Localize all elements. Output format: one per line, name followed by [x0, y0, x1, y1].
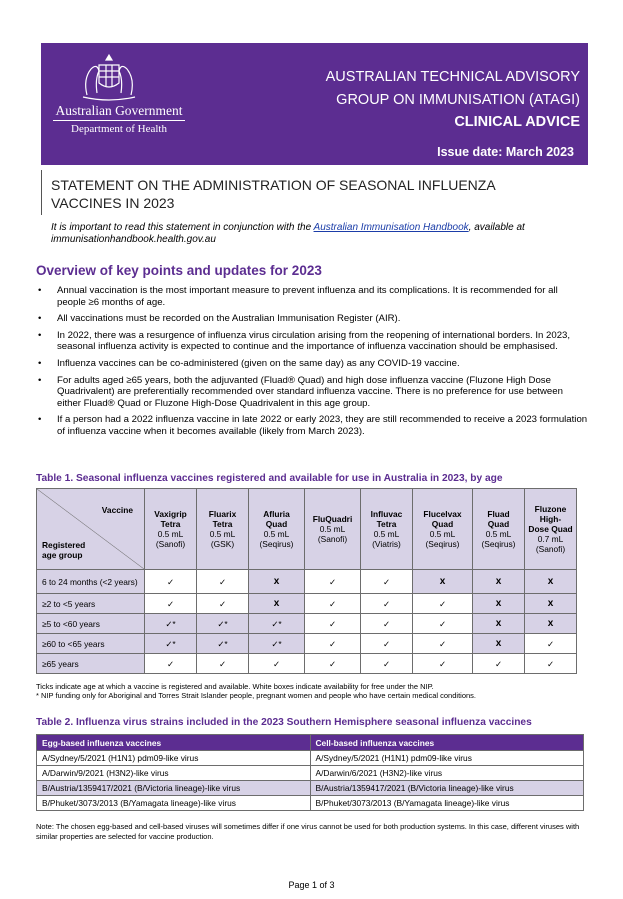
cross-icon: x	[547, 618, 554, 629]
check-icon: ✓	[494, 658, 503, 669]
egg-strain: B/Austria/1359417/2021 (B/Victoria lineage)-like virus	[37, 781, 311, 796]
vaccine-header: Fluad Quad 0.5 mL (Seqirus)	[473, 489, 525, 570]
cross-icon: x	[495, 576, 502, 587]
check-icon: ✓	[382, 658, 391, 669]
title-line-2: VACCINES IN 2023	[51, 195, 175, 211]
availability-cell	[361, 614, 413, 634]
availability-cell	[525, 654, 577, 674]
coat-of-arms-icon	[75, 51, 143, 105]
availability-cell	[249, 654, 305, 674]
availability-cell	[525, 570, 577, 594]
availability-cell	[361, 594, 413, 614]
check-icon: ✓*	[165, 638, 176, 649]
vaccine-header: Influvac Tetra 0.5 mL (Viatris)	[361, 489, 413, 570]
availability-cell	[361, 654, 413, 674]
egg-strain: A/Sydney/5/2021 (H1N1) pdm09-like virus	[37, 751, 311, 766]
age-group-cell: ≥5 to <60 years	[37, 614, 145, 634]
check-icon: ✓	[382, 598, 391, 609]
availability-cell	[305, 654, 361, 674]
vaccine-header: Fluzone High- Dose Quad 0.7 mL (Sanofi)	[525, 489, 577, 570]
vaccine-header: Fluarix Tetra 0.5 mL (GSK)	[197, 489, 249, 570]
table1-notes	[36, 682, 476, 700]
page-number: Page 1 of 3	[288, 880, 335, 890]
check-icon: ✓	[546, 658, 555, 669]
vaccine-table	[36, 488, 577, 674]
availability-cell	[413, 614, 473, 634]
list-item: • All vaccinations must be recorded on the Australian Immunisation Register (AIR).	[36, 313, 588, 325]
check-icon: ✓	[382, 638, 391, 649]
check-icon: ✓	[438, 618, 447, 629]
list-item: • Influenza vaccines can be co-administered (given on the same day) as any COVID-19 vaccine.	[36, 358, 588, 370]
availability-cell	[305, 594, 361, 614]
availability-cell	[361, 634, 413, 654]
check-icon: ✓	[546, 638, 555, 649]
check-icon: ✓	[166, 576, 175, 587]
check-icon: ✓*	[271, 638, 282, 649]
list-item: • If a person had a 2022 influenza vaccine in late 2022 or early 2023, they are still recommended to receive a 2023 formulation of influenza vaccine when it becomes available (likely from March 2023).	[36, 414, 588, 437]
cell-strain: B/Austria/1359417/2021 (B/Victoria lineage)-like virus	[310, 781, 584, 796]
age-group-cell: 6 to 24 months (<2 years)	[37, 570, 145, 594]
clinical-advice-label: CLINICAL ADVICE	[454, 114, 580, 130]
table2-note: Note: The chosen egg-based and cell-based viruses will sometimes differ if one virus cannot be used for both production systems. In this case, different viruses with similar properties are selected for vaccine production.	[36, 822, 580, 841]
intro-text-end: , available at immunisationhandbook.health.gov.au	[51, 222, 525, 245]
cross-icon: x	[495, 598, 502, 609]
cell-strain: A/Darwin/6/2021 (H3N2)-like virus	[310, 766, 584, 781]
cross-icon: x	[273, 576, 280, 587]
availability-cell	[249, 594, 305, 614]
table1-footnote: * NIP funding only for Aboriginal and Torres Strait Islander people, pregnant women and people who have certain medical conditions.	[36, 691, 476, 700]
availability-cell	[197, 570, 249, 594]
availability-cell	[413, 654, 473, 674]
check-icon: ✓	[328, 638, 337, 649]
availability-cell	[249, 570, 305, 594]
table-row	[37, 751, 584, 766]
check-icon: ✓*	[165, 618, 176, 629]
header-banner	[41, 43, 588, 165]
age-group-cell: ≥65 years	[37, 654, 145, 674]
availability-cell	[305, 614, 361, 634]
availability-cell	[473, 634, 525, 654]
availability-cell	[473, 654, 525, 674]
egg-strain: A/Darwin/9/2021 (H3N2)-like virus	[37, 766, 311, 781]
check-icon: ✓	[438, 598, 447, 609]
cross-icon: x	[439, 576, 446, 587]
list-item: • For adults aged ≥65 years, both the adjuvanted (Fluad® Quad) and high dose influenza vaccine (Fluzone High Dose Quadrivalent) are preferentially recommended over standard influenza vaccine. There is no preference for use between either Fluad® Quad or Fluzone High-Dose Quadrivalent in this age group.	[36, 375, 588, 410]
check-icon: ✓	[166, 658, 175, 669]
table-row	[37, 634, 577, 654]
table-row	[37, 570, 577, 594]
check-icon: ✓	[438, 658, 447, 669]
key-points-list	[36, 285, 588, 443]
list-item: • Annual vaccination is the most important measure to prevent influenza and its complications. It is recommended for all people ≥6 months of age.	[36, 285, 588, 308]
egg-strain: B/Phuket/3073/2013 (B/Yamagata lineage)-like virus	[37, 796, 311, 811]
availability-cell	[413, 594, 473, 614]
atagi-title	[326, 66, 580, 112]
table-corner-header	[37, 489, 145, 570]
cell-strain: A/Sydney/5/2021 (H1N1) pdm09-like virus	[310, 751, 584, 766]
corner-vaccine-label: Vaccine	[101, 505, 133, 515]
check-icon: ✓	[272, 658, 281, 669]
availability-cell	[305, 634, 361, 654]
government-name: Australian Government	[55, 103, 183, 118]
check-icon: ✓	[218, 598, 227, 609]
intro-note	[51, 222, 591, 246]
list-item: • In 2022, there was a resurgence of influenza virus circulation arising from the reopening of international borders. In 2023, seasonal influenza activity is expected to continue and the importance of influenza vaccination should be emphasised.	[36, 330, 588, 353]
intro-text: It is important to read this statement in conjunction with the	[51, 222, 314, 233]
check-icon: ✓	[218, 576, 227, 587]
check-icon: ✓	[218, 658, 227, 669]
cross-icon: x	[273, 598, 280, 609]
table1-caption: Table 1. Seasonal influenza vaccines registered and available for use in Australia in 2023, by age	[36, 473, 503, 484]
availability-cell	[525, 634, 577, 654]
check-icon: ✓*	[217, 618, 228, 629]
check-icon: ✓	[382, 618, 391, 629]
availability-cell	[473, 594, 525, 614]
availability-cell	[473, 570, 525, 594]
availability-cell	[413, 634, 473, 654]
availability-cell	[305, 570, 361, 594]
availability-cell	[249, 614, 305, 634]
age-group-cell: ≥2 to <5 years	[37, 594, 145, 614]
availability-cell	[361, 570, 413, 594]
table-row	[37, 781, 584, 796]
atagi-line-1: AUSTRALIAN TECHNICAL ADVISORY	[325, 69, 580, 85]
availability-cell	[249, 634, 305, 654]
availability-cell	[525, 594, 577, 614]
availability-cell	[197, 594, 249, 614]
check-icon: ✓	[328, 576, 337, 587]
age-group-cell: ≥60 to <65 years	[37, 634, 145, 654]
strains-table	[36, 734, 584, 811]
table1-note: Ticks indicate age at which a vaccine is registered and available. White boxes indicate availability for free under the NIP.	[36, 682, 434, 691]
availability-cell	[197, 654, 249, 674]
vaccine-header: FluQuadri 0.5 mL (Sanofi)	[305, 489, 361, 570]
egg-header: Egg-based influenza vaccines	[37, 735, 311, 751]
cross-icon: x	[495, 638, 502, 649]
table2-caption: Table 2. Influenza virus strains included in the 2023 Southern Hemisphere seasonal influenza vaccines	[36, 717, 532, 728]
issue-date: Issue date: March 2023	[437, 145, 574, 159]
overview-heading: Overview of key points and updates for 2023	[36, 263, 322, 278]
check-icon: ✓	[382, 576, 391, 587]
cross-icon: x	[547, 598, 554, 609]
check-icon: ✓	[328, 598, 337, 609]
availability-cell	[197, 614, 249, 634]
table-row	[37, 796, 584, 811]
availability-cell	[197, 634, 249, 654]
cell-strain: B/Phuket/3073/2013 (B/Yamagata lineage)-like virus	[310, 796, 584, 811]
corner-age-label: Registered age group	[42, 540, 86, 560]
availability-cell	[473, 614, 525, 634]
vaccine-header: Flucelvax Quad 0.5 mL (Seqirus)	[413, 489, 473, 570]
cell-header: Cell-based influenza vaccines	[310, 735, 584, 751]
check-icon: ✓	[328, 618, 337, 629]
check-icon: ✓	[438, 638, 447, 649]
availability-cell	[145, 614, 197, 634]
availability-cell	[145, 570, 197, 594]
handbook-link[interactable]: Australian Immunisation Handbook	[313, 222, 469, 233]
availability-cell	[145, 634, 197, 654]
table-row	[37, 594, 577, 614]
check-icon: ✓	[328, 658, 337, 669]
availability-cell	[413, 570, 473, 594]
availability-cell	[525, 614, 577, 634]
check-icon: ✓*	[271, 618, 282, 629]
cross-icon: x	[495, 618, 502, 629]
atagi-line-2: GROUP ON IMMUNISATION (ATAGI)	[336, 92, 580, 108]
title-line-1: STATEMENT ON THE ADMINISTRATION OF SEASONAL INFLUENZA	[51, 177, 496, 193]
cross-icon: x	[547, 576, 554, 587]
availability-cell	[145, 654, 197, 674]
availability-cell	[145, 594, 197, 614]
check-icon: ✓	[166, 598, 175, 609]
department-name: Department of Health	[71, 123, 167, 135]
statement-title	[41, 170, 588, 215]
table-row	[37, 614, 577, 634]
divider	[53, 120, 185, 121]
table-row	[37, 654, 577, 674]
table-row	[37, 766, 584, 781]
check-icon: ✓*	[217, 638, 228, 649]
vaccine-header: Vaxigrip Tetra 0.5 mL (Sanofi)	[145, 489, 197, 570]
vaccine-header: Afluria Quad 0.5 mL (Seqirus)	[249, 489, 305, 570]
